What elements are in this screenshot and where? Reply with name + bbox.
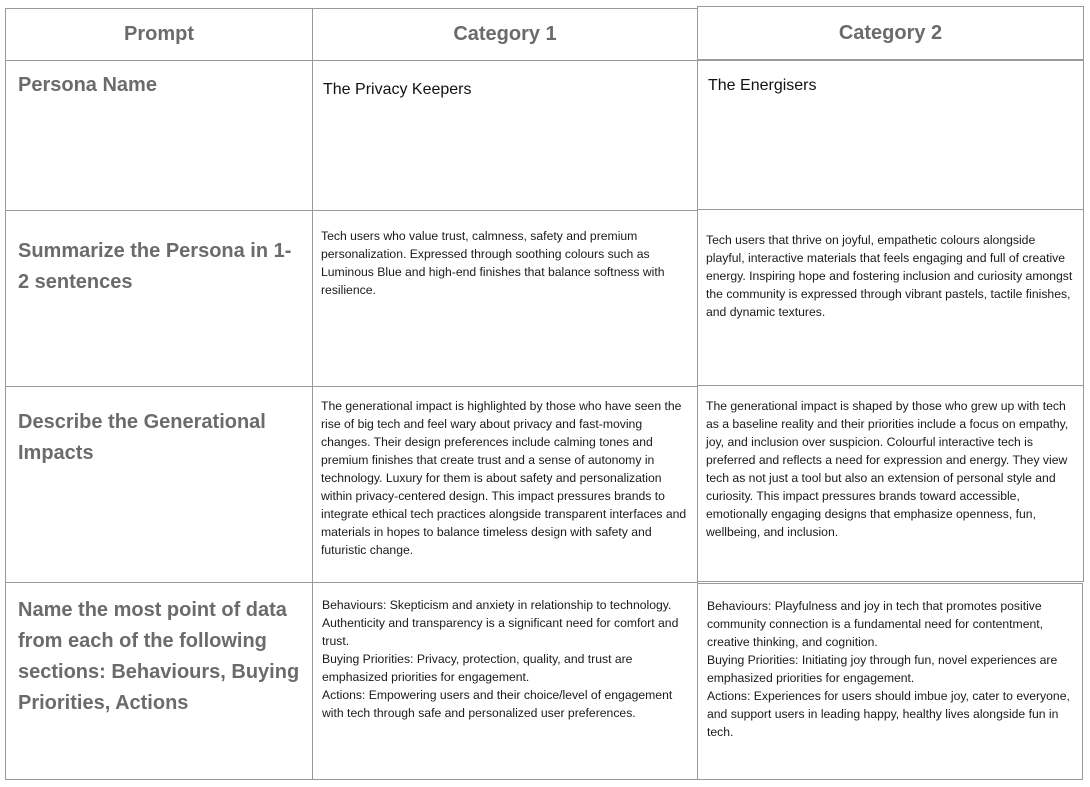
- behaviours-text: Behaviours: Skepticism and anxiety in relationship to technology. Authenticity and transparency is a significant need for comfort and trust.: [322, 598, 679, 648]
- prompt-generational-impacts: [5, 386, 313, 583]
- generational-impacts-text: The generational impact is highlighted by those who have seen the rise of big tech and feel wary about privacy and fast-moving changes. Their design preferences include calming tones and premium finishes that create trust and a sense of autonomy in technology. Luxury for them is about safety and personalization within privacy-centered design. This impact pressures brands to integrate ethical tech practices alongside transparent interfaces and materials in hopes to balance timeless design with safety and futuristic change.: [321, 399, 687, 557]
- header-category-1-label: Category 1: [453, 23, 557, 45]
- persona-name: The Energisers: [708, 77, 817, 94]
- persona-name: The Privacy Keepers: [323, 81, 472, 98]
- summary-text: Tech users who value trust, calmness, safety and premium personalization. Expressed through soothing colours such as Luminous Blue and high-end finishes that balance softness with resilience.: [321, 229, 665, 297]
- header-prompt-label: Prompt: [124, 23, 194, 45]
- behaviours-text: Behaviours: Playfulness and joy in tech that promotes positive community connection is a fundamental need for contentment, creative thinking, and cognition.: [707, 599, 1044, 649]
- persona-name-category-1: [312, 60, 698, 211]
- summary-category-2: [697, 209, 1084, 386]
- persona-name-category-2: [697, 60, 1084, 210]
- prompt-persona-name: [5, 60, 313, 211]
- header-category-1: [312, 8, 698, 61]
- header-prompt: [5, 8, 313, 61]
- prompt-label: Name the most point of data from each of the following sections: Behaviours, Buying Priorities, Actions: [18, 599, 300, 714]
- generational-impacts-category-1: [312, 386, 698, 583]
- prompt-key-data-points: [5, 582, 313, 780]
- generational-impacts-category-2: [697, 385, 1084, 582]
- buying-priorities-text: Buying Priorities: Privacy, protection, quality, and trust are emphasized priorities for engagement.: [322, 652, 633, 684]
- actions-text: Actions: Empowering users and their choice/level of engagement with tech through safe and personalized user preferences.: [322, 688, 673, 720]
- generational-impacts-text: The generational impact is shaped by those who grew up with tech as a baseline reality and their priorities include a focus on empathy, joy, and inclusion over suspicion. Colourful interactive tech is preferred and reflects a need for expression and energy. They view tech as not just a tool but also an extension of personal style and curiosity. This impact pressures brands toward accessible, emotionally engaging designs that emphasize openness, fun, wellbeing, and inclusion.: [706, 399, 1069, 539]
- prompt-summary: [5, 210, 313, 387]
- prompt-label: Describe the Generational Impacts: [18, 411, 266, 464]
- key-data-category-1: [312, 582, 698, 780]
- prompt-label: Persona Name: [18, 74, 157, 96]
- summary-category-1: [312, 210, 698, 387]
- buying-priorities-text: Buying Priorities: Initiating joy through fun, novel experiences are emphasized priorities for engagement.: [707, 653, 1058, 685]
- actions-text: Actions: Experiences for users should imbue joy, cater to everyone, and support users in leading happy, healthy lives alongside fun in tech.: [707, 689, 1070, 739]
- header-category-2-label: Category 2: [838, 21, 943, 44]
- prompt-label: Summarize the Persona in 1-2 sentences: [18, 240, 292, 293]
- summary-text: Tech users that thrive on joyful, empathetic colours alongside playful, interactive materials that feels engaging and full of creative energy. Inspiring hope and fostering inclusion and curiosity amongst the community is expressed through vibrant pastels, tactile finishes, and dynamic textures.: [706, 233, 1073, 319]
- key-data-category-2: [697, 583, 1083, 780]
- header-category-2: [697, 6, 1084, 60]
